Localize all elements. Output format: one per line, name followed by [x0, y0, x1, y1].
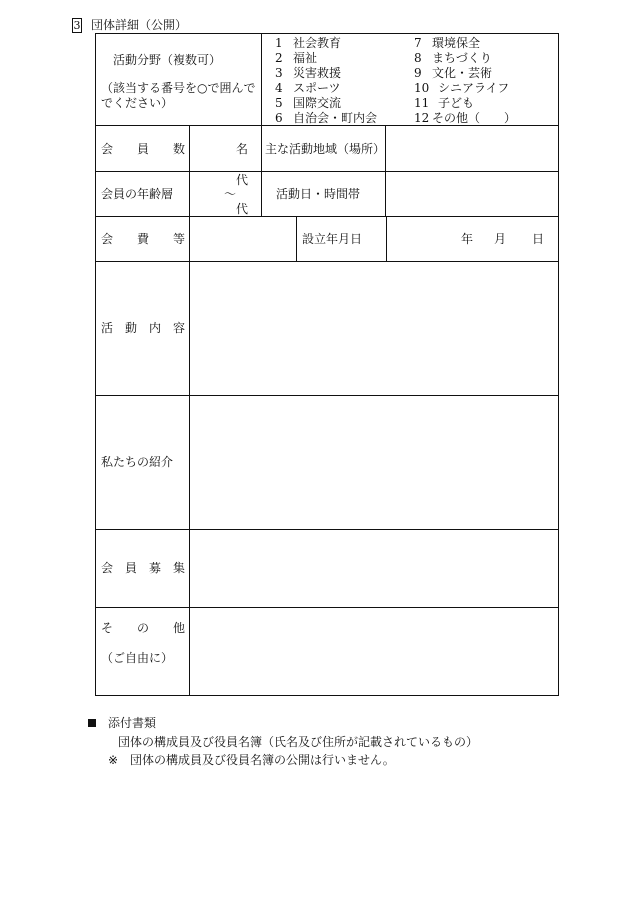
age-from-unit: 代 [236, 173, 249, 187]
other-input[interactable] [190, 608, 558, 695]
members-label: 会 員 数 [101, 142, 186, 156]
option-6[interactable]: 6 自治会・町内会 [275, 111, 378, 125]
fee-label: 会 費 等 [101, 232, 186, 246]
attachments-heading: 添付書類 [108, 716, 157, 730]
section-number: 3 [73, 19, 81, 32]
field-label: 活動分野（複数可） [113, 53, 222, 67]
field-instruction-1: （該当する番号を○で囲んで [101, 81, 256, 95]
members-input[interactable] [190, 126, 230, 170]
option-11[interactable]: 11 子ども [414, 96, 475, 110]
founded-month: 月 [494, 232, 507, 246]
intro-label: 私たちの紹介 [101, 455, 174, 469]
option-9[interactable]: 9 文化・芸術 [414, 66, 493, 80]
bullet-square-icon [88, 719, 96, 727]
section-title: 団体詳細（公開） [91, 18, 188, 32]
option-7[interactable]: 7 環境保全 [414, 36, 481, 50]
age-to-unit: 代 [236, 202, 249, 216]
recruit-input[interactable] [190, 530, 558, 605]
option-2[interactable]: 2 福祉 [275, 51, 318, 65]
founded-year: 年 [461, 232, 474, 246]
option-8[interactable]: 8 まちづくり [414, 51, 492, 65]
field-instruction-2: でください） [101, 96, 174, 110]
age-tilde: ～ [224, 187, 237, 201]
members-unit: 名 [236, 142, 249, 156]
schedule-input[interactable] [386, 171, 558, 215]
age-label: 会員の年齢層 [101, 187, 174, 201]
option-1[interactable]: 1 社会教育 [275, 36, 342, 50]
founded-label: 設立年月日 [302, 232, 363, 246]
option-10[interactable]: 10 シニアライフ [414, 81, 510, 95]
other-sublabel: （ご自由に） [101, 651, 174, 665]
attachments-item: 団体の構成員及び役員名簿（氏名及び住所が記載されているもの） [118, 735, 479, 749]
option-12[interactable]: 12 その他（ ） [414, 111, 517, 125]
fee-input[interactable] [190, 216, 294, 260]
note-mark: ※ [108, 753, 119, 767]
area-input[interactable] [386, 126, 558, 170]
intro-input[interactable] [190, 396, 558, 527]
content-input[interactable] [190, 262, 558, 393]
option-3[interactable]: 3 災害救援 [275, 66, 342, 80]
option-5[interactable]: 5 国際交流 [275, 96, 342, 110]
recruit-label: 会 員 募 集 [101, 561, 186, 575]
schedule-label: 活動日・時間帯 [276, 187, 361, 201]
area-label: 主な活動地域（場所） [265, 142, 386, 156]
attachments-note: 団体の構成員及び役員名簿の公開は行いません。 [130, 753, 395, 767]
option-4[interactable]: 4 スポーツ [275, 81, 341, 95]
other-label: そ の 他 [101, 621, 186, 635]
founded-day: 日 [532, 232, 545, 246]
content-label: 活 動 内 容 [101, 321, 186, 335]
